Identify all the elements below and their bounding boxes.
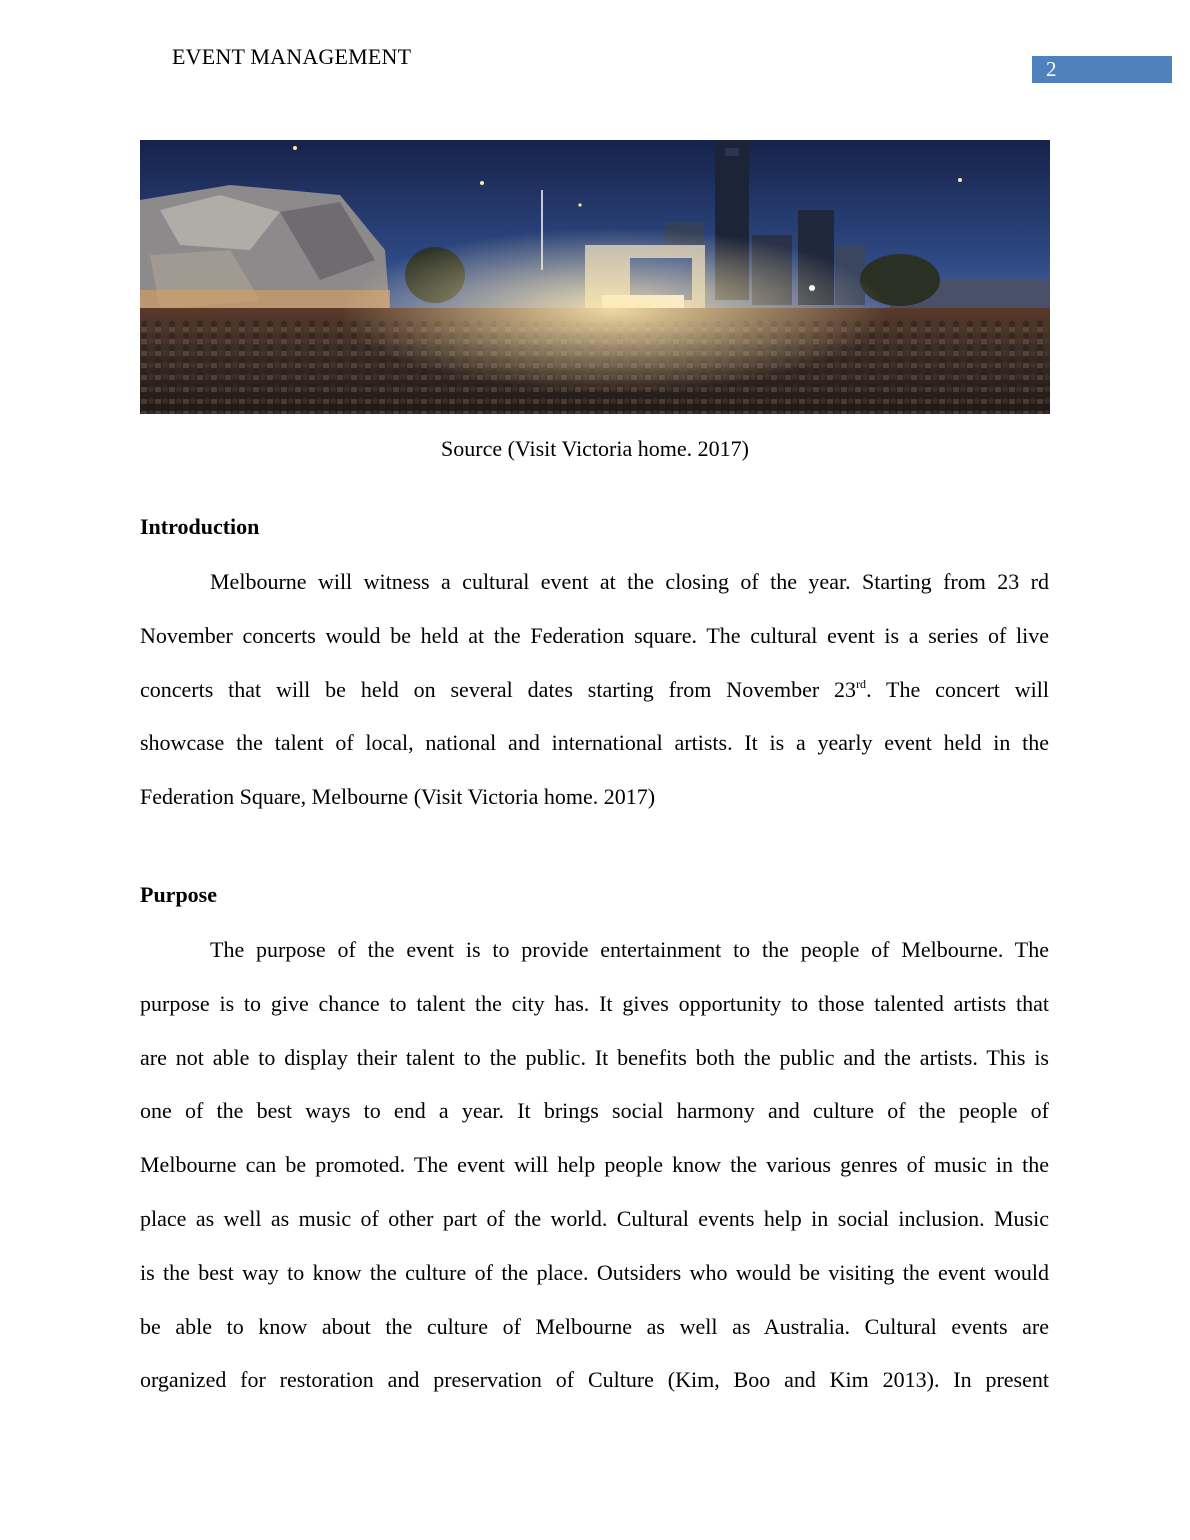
text-line: be able to know about the culture of Melbourne as well as Australia. Cultural events are <box>140 1313 1049 1339</box>
text-line: November concerts would be held at the Federation square. The cultural event is a series of live <box>140 622 1049 648</box>
text-line: purpose is to give chance to talent the city has. It gives opportunity to those talented artists that <box>140 990 1049 1016</box>
text-line: Melbourne will witness a cultural event at the closing of the year. Starting from 23 rd <box>210 569 1049 594</box>
text-line: showcase the talent of local, national and international artists. It is a yearly event held in the <box>140 730 1049 756</box>
text-line: is the best way to know the culture of the place. Outsiders who would be visiting the event would <box>140 1259 1049 1285</box>
text-line: Melbourne can be promoted. The event will help people know the various genres of music in the <box>140 1152 1049 1178</box>
federation-square-concert-photo <box>140 140 1050 414</box>
text-line <box>140 663 1049 717</box>
paragraph-purpose <box>140 923 1049 1407</box>
running-head: EVENT MANAGEMENT <box>172 44 412 69</box>
text-line: are not able to display their talent to the public. It benefits both the public and the artists. This is <box>140 1044 1049 1070</box>
text-run: concerts that will be held on several dates starting from November 23 <box>140 676 857 702</box>
heading-purpose: Purpose <box>140 882 217 907</box>
heading-introduction: Introduction <box>140 514 260 539</box>
text-line: one of the best ways to end a year. It brings social harmony and culture of the people of <box>140 1098 1049 1124</box>
text-line: organized for restoration and preservation of Culture (Kim, Boo and Kim 2013). In present <box>140 1367 1049 1393</box>
text-run: . The concert will <box>866 676 1049 702</box>
superscript: rd <box>856 676 867 691</box>
page-number: 2 <box>1032 56 1172 83</box>
text-line: place as well as music of other part of the world. Cultural events help in social inclusion. Music <box>140 1205 1049 1231</box>
paragraph-introduction <box>140 555 1049 824</box>
figure-caption: Source (Visit Victoria home. 2017) <box>441 436 749 461</box>
text-line: The purpose of the event is to provide entertainment to the people of Melbourne. The <box>210 937 1049 962</box>
text-line: Federation Square, Melbourne (Visit Victoria home. 2017) <box>140 784 656 810</box>
